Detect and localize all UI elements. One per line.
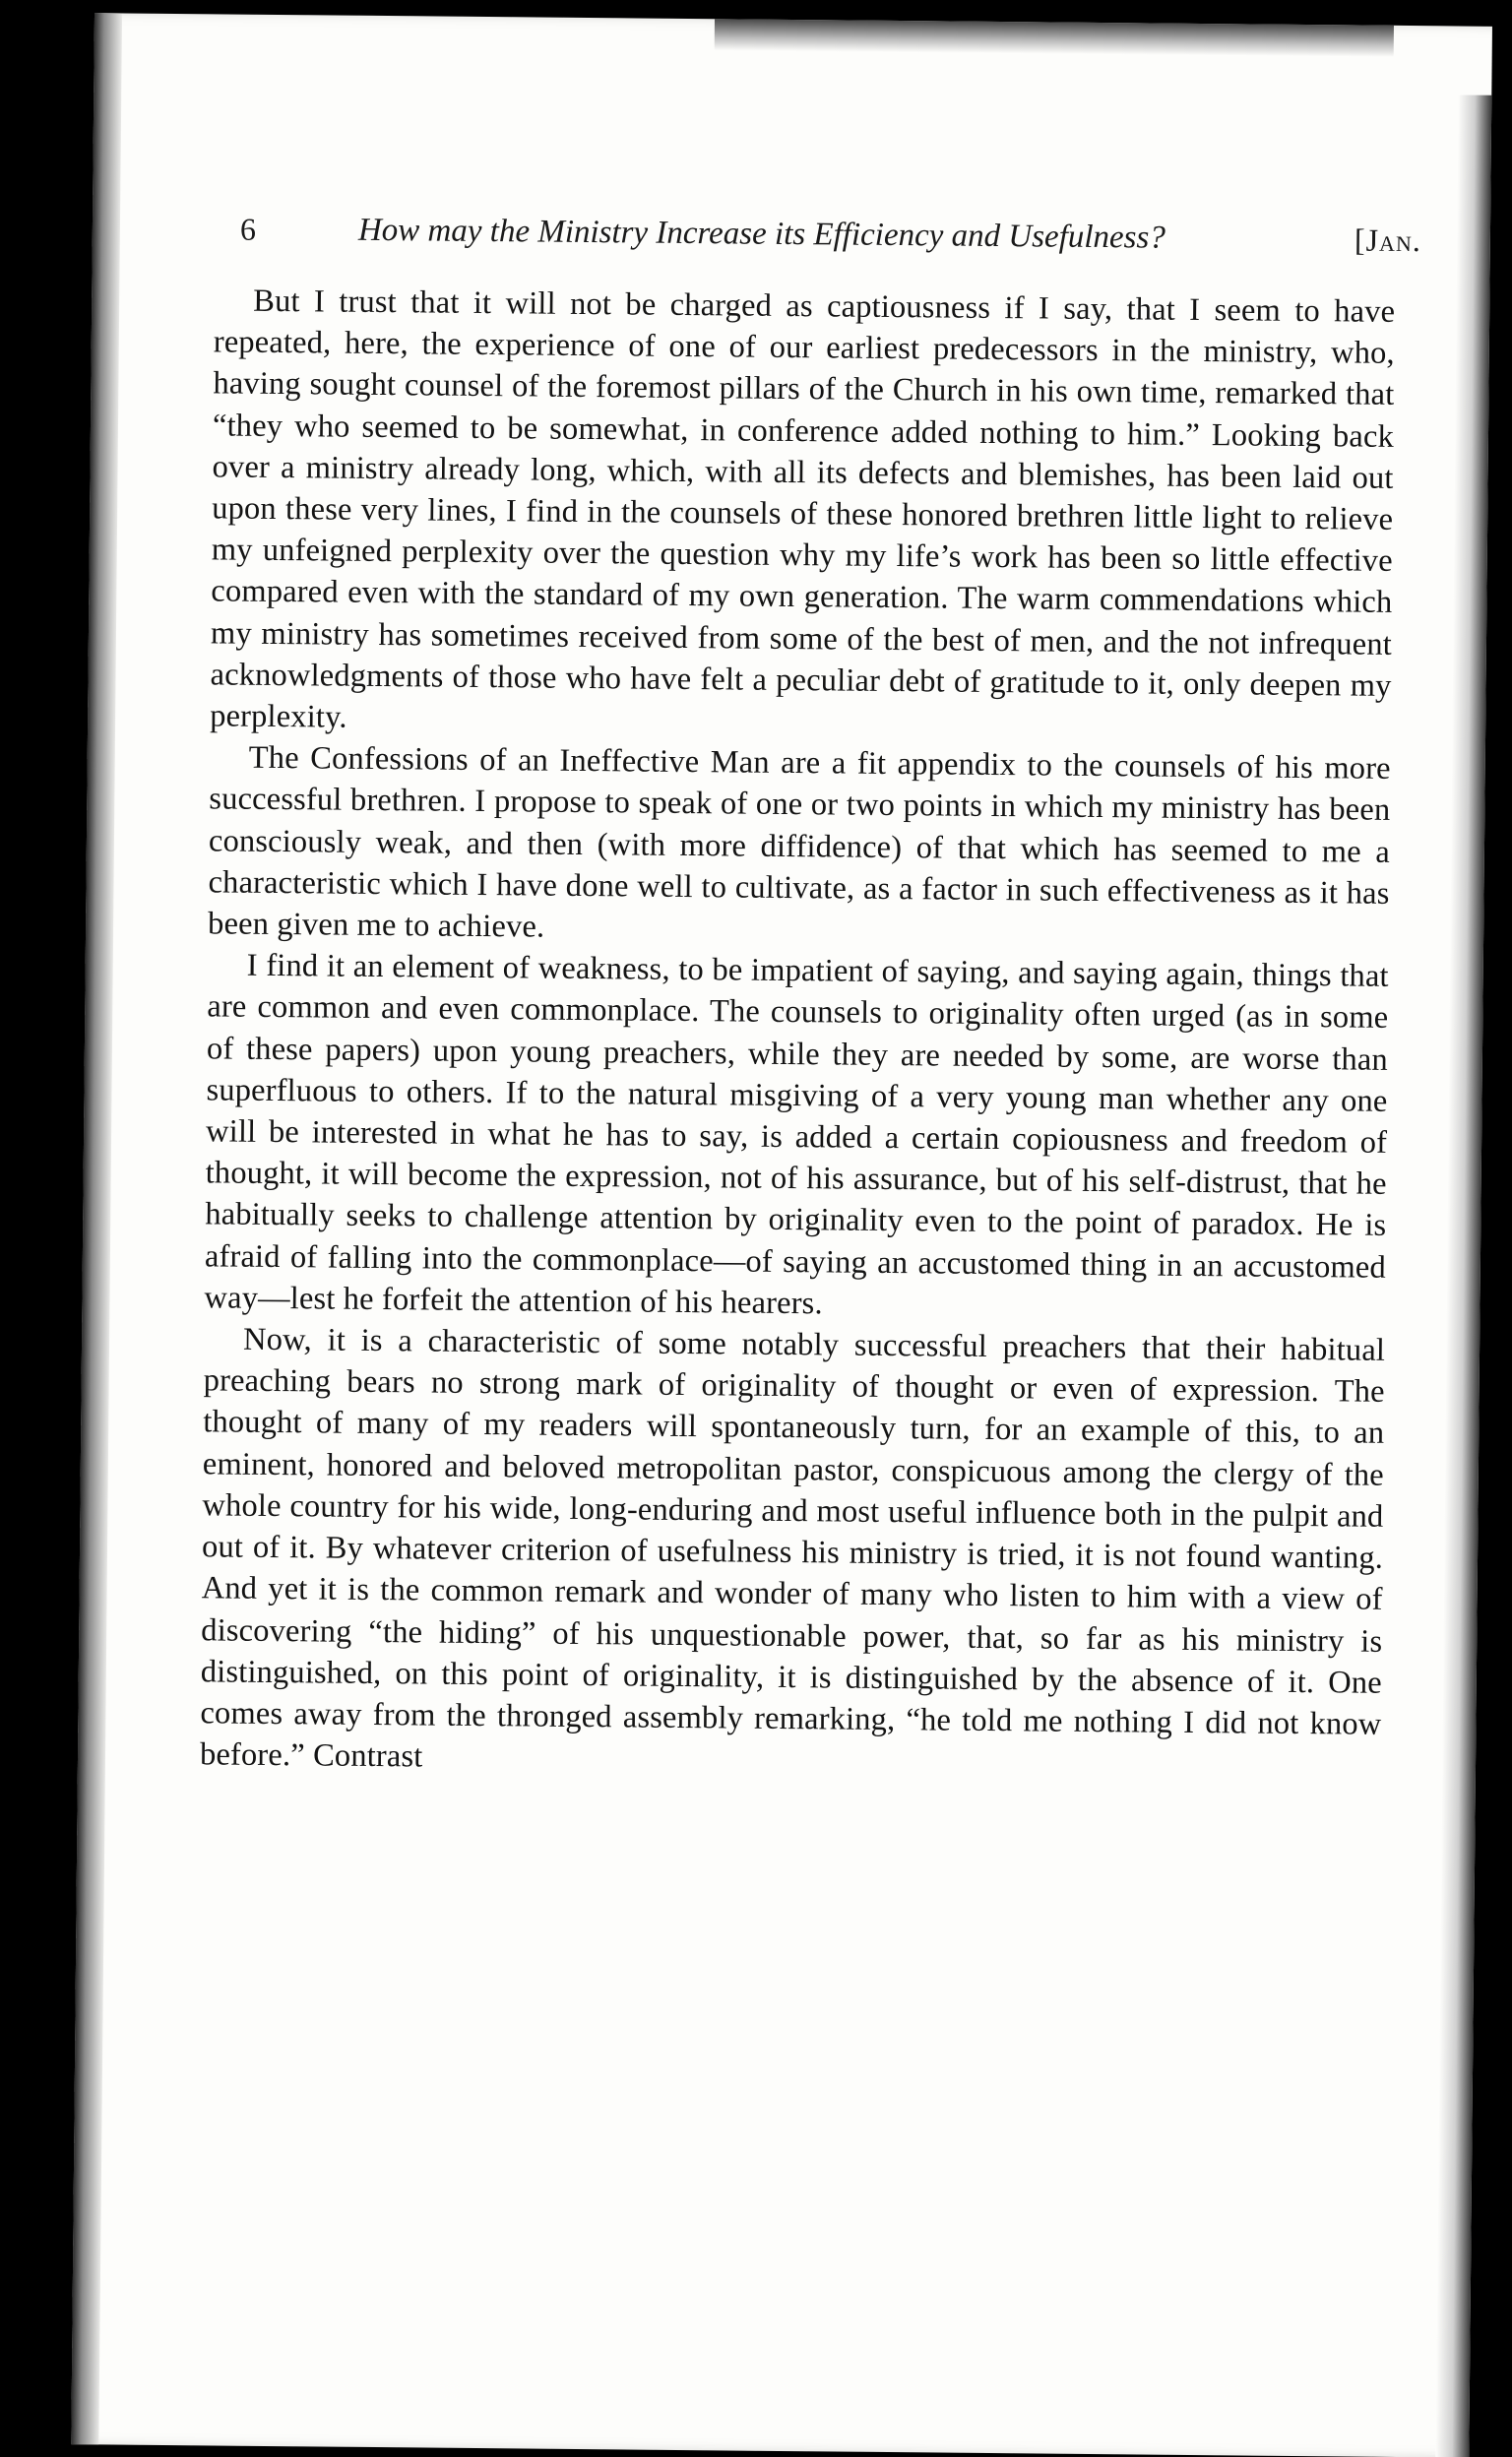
page-number: 6 <box>239 211 257 247</box>
body-text <box>200 280 1396 1787</box>
paragraph: Now, it is a characteristic of some notably successful preachers that their habitual preaching bears no strong mark of originality of thought or even of expression. The thought of many of my readers will spontaneously turn, for an example of this, to an eminent, honored and beloved metropolitan pastor, conspicuous among the clergy of the whole country for his wide, long-enduring and most useful influence both in the pulpit and out of it. By whatever criterion of usefulness his ministry is tried, it is not found wanting. And yet it is the common remark and wonder of many who listen to him with a view of discovering “the hiding” of his unquestionable power, that, so far as his ministry is distinguished, on this point of originality, it is distinguished by the absence of it. One comes away from the thronged assembly remarking, “he told me nothing I did not know before.” Contrast <box>199 1321 1386 1775</box>
running-month: [Jan. <box>1354 221 1422 259</box>
top-edge-shadow <box>715 19 1394 57</box>
paragraph: But I trust that it will not be charged as captiousness if I say, that I seem to have repeated, here, the experience of one of our earliest predecessors in the ministry, who, having sought counsel of the foremost pillars of the Church in his own time, remarked that “they who seemed to be somewhat, in conference added nothing to him.” Looking back over a ministry already long, which, with all its defects and blemishes, has been laid out upon these very lines, I find in the counsels of these honored brethren little light to relieve my unfeigned perplexity over the question why my life’s work has been so little effective compared even with the standard of my own generation. The warm commendations which my ministry has sometimes received from some of the best of men, and the not infrequent acknowledgments of those who have felt a peculiar debt of gratitude to it, only deepen my perplexity. <box>210 283 1396 735</box>
running-title: How may the Ministry Increase its Efficiency and Usefulness? <box>357 212 1166 256</box>
paragraph: The Confessions of an Ineffective Man are a fit appendix to the counsels of his more successful brethren. I propose to speak of one or two points in which my ministry has been consciously weak, and then (with more diffidence) of that which has seemed to me a characteristic which I have done well to cultivate, as a factor in such effectiveness as it has been given me to achieve. <box>207 739 1391 945</box>
book-page <box>71 13 1492 2457</box>
paragraph: I find it an element of weakness, to be impatient of saying, and saying again, things that are common and even commonplace. The counsels to originality often urged (as in some of these papers) upon young preachers, while they are needed by some, are worse than superfluous to others. If to the natural misgiving of a very young man whether any one will be interested in what he has to say, is added a certain copiousness and freedom of thought, it will become the expression, not of his assurance, but of his self-distrust, that he habitually seeks to challenge attention by originality even to the point of paradox. He is afraid of falling into the commonplace—of saying an accustomed thing in an accustomed way—lest he forfeit the attention of his hearers. <box>204 947 1389 1322</box>
binding-gutter-shadow <box>71 13 122 2444</box>
right-edge-shadow <box>1435 94 1491 2457</box>
running-head <box>240 212 1422 283</box>
